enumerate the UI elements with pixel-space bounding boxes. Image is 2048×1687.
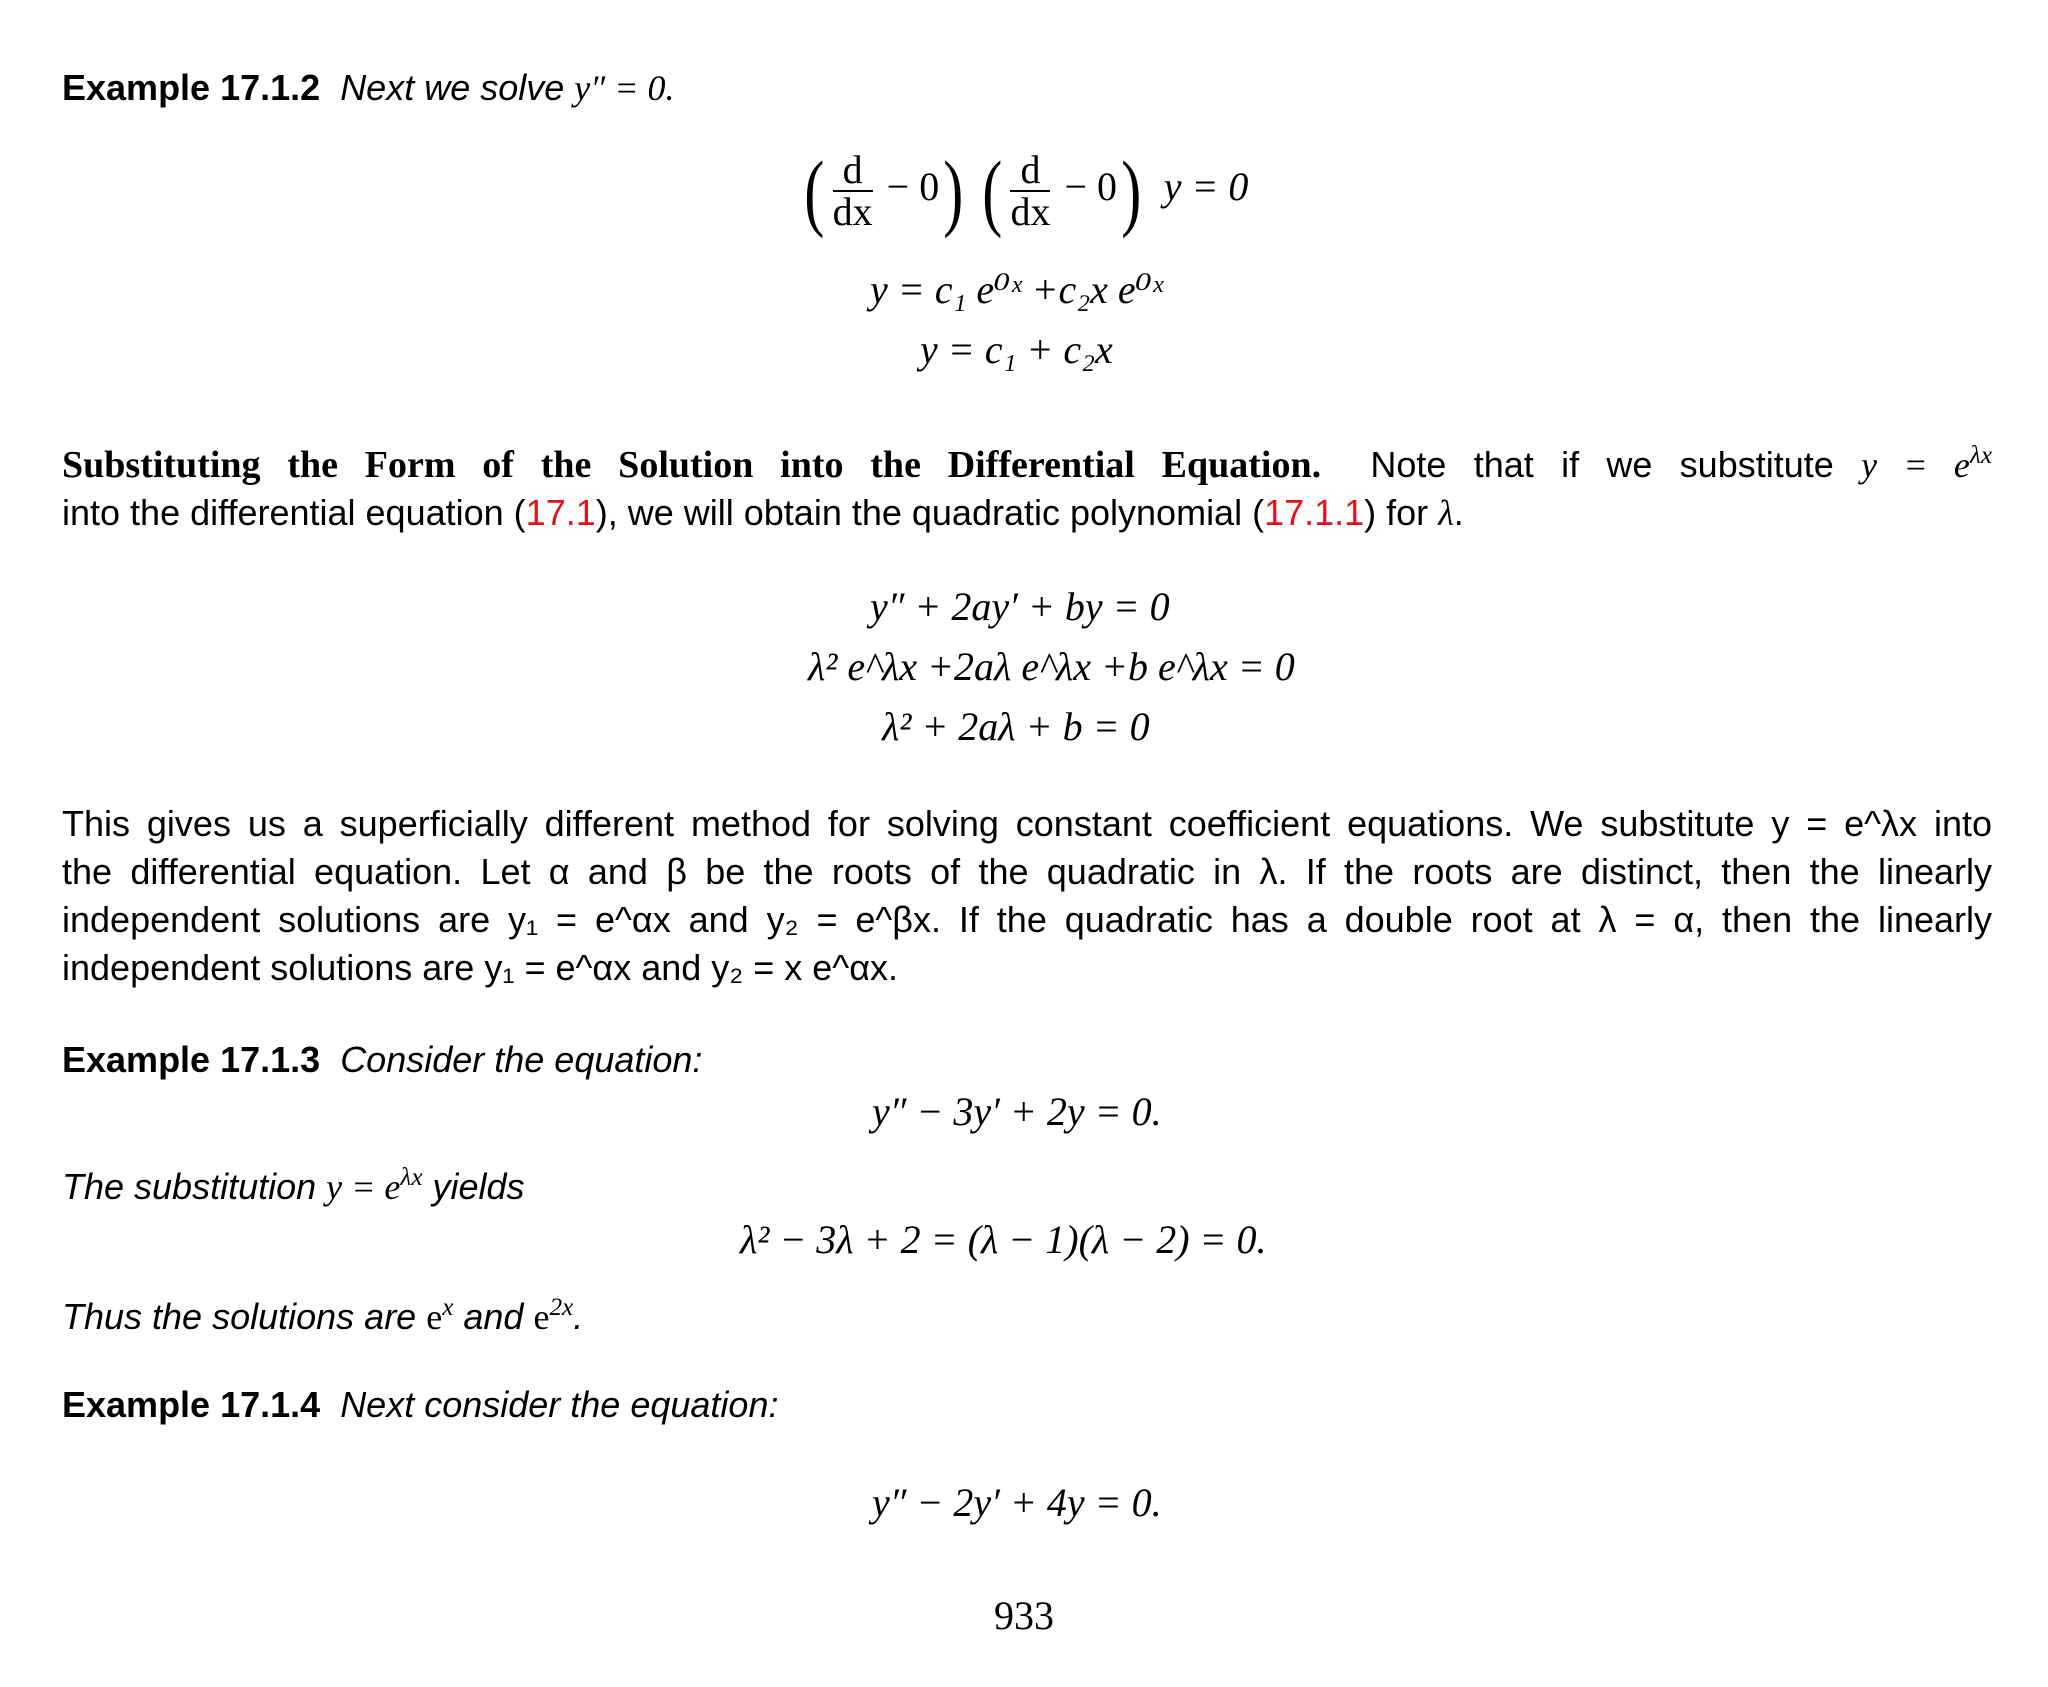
equation-ode: y″ + 2ay′ + by = 0 (870, 584, 1170, 629)
substitution-line: The substitution $y = e^{\lambda x}$ yields (62, 1163, 525, 1207)
method-paragraph-line-2: the differential equation. Let α and β be the roots of the quadratic in λ. If the roots are distinct, then the linearly (62, 851, 1992, 892)
fraction-denominator: dx (832, 189, 873, 234)
example-intro-math: y″ = 0. (574, 68, 675, 108)
example-label: Example 17.1.2 (62, 67, 321, 108)
example-1712-line (62, 64, 1992, 112)
minus-zero: − 0 (1054, 164, 1118, 210)
equation-reference-link[interactable]: 17.1 (525, 492, 596, 533)
equation-reference-link[interactable]: 17.1.1 (1264, 492, 1365, 533)
equation-characteristic: λ² + 2aλ + b = 0 (882, 704, 1150, 749)
equation-example-1713: y″ − 3y′ + 2y = 0. (872, 1089, 1162, 1134)
equation-operator-factorization: ( $\frac{d}{dx}$ − 0) ( $\frac{d}{dx}$ − 0) y = 0 (804, 143, 1249, 239)
equation-general-solution: y = c₁ e⁰ˣ +c₂x e⁰ˣ (870, 267, 1163, 312)
solutions-line: Thus the solutions are $e^x$ and $e^{2x}$. (62, 1293, 584, 1337)
example-intro: Consider the equation: (340, 1039, 703, 1080)
example-1713-line (62, 1036, 1992, 1084)
equation-rhs: y = 0 (1163, 164, 1249, 210)
equation-factored: λ² − 3λ + 2 = (λ − 1)(λ − 2) = 0. (740, 1217, 1267, 1262)
example-intro: Next consider the equation: (340, 1384, 779, 1425)
equation-substituted: λ² e^λx +2aλ e^λx +b e^λx = 0 (808, 644, 1295, 689)
fraction-numerator: d (833, 150, 873, 192)
section-heading: Substituting the Form of the Solution into the Differential Equation. (62, 444, 1322, 486)
equation-example-1714: y″ − 2y′ + 4y = 0. (872, 1480, 1162, 1525)
page-number: 933 (994, 1593, 1054, 1638)
substituting-line-2: into the differential equation (17.1), we will obtain the quadratic polynomial (17.1.1) for λ. (62, 492, 1464, 533)
example-label: Example 17.1.3 (62, 1039, 321, 1080)
example-intro: Next we solve (340, 67, 575, 108)
equation-simplified-solution: y = c₁ + c₂x (920, 327, 1113, 372)
fraction-numerator: d (1010, 150, 1050, 192)
substituting-line-1: Substituting the Form of the Solution into the Differential Equation. Note that if we substitute $y = e^{\lambda x}$ (62, 441, 1993, 486)
method-paragraph-line-1: This gives us a superficially different method for solving constant coefficient equations. We substitute y = e^λx into (62, 803, 1992, 844)
example-label: Example 17.1.4 (62, 1384, 321, 1425)
fraction-denominator: dx (1010, 189, 1051, 234)
method-paragraph-line-4: independent solutions are y₁ = e^αx and y₂ = x e^αx. (62, 947, 899, 988)
minus-zero: − 0 (876, 164, 940, 210)
method-paragraph-line-3: independent solutions are y₁ = e^αx and y₂ = e^βx. If the quadratic has a double root at λ = α, then the linearly (62, 899, 1992, 940)
example-1714-line (62, 1381, 1992, 1429)
